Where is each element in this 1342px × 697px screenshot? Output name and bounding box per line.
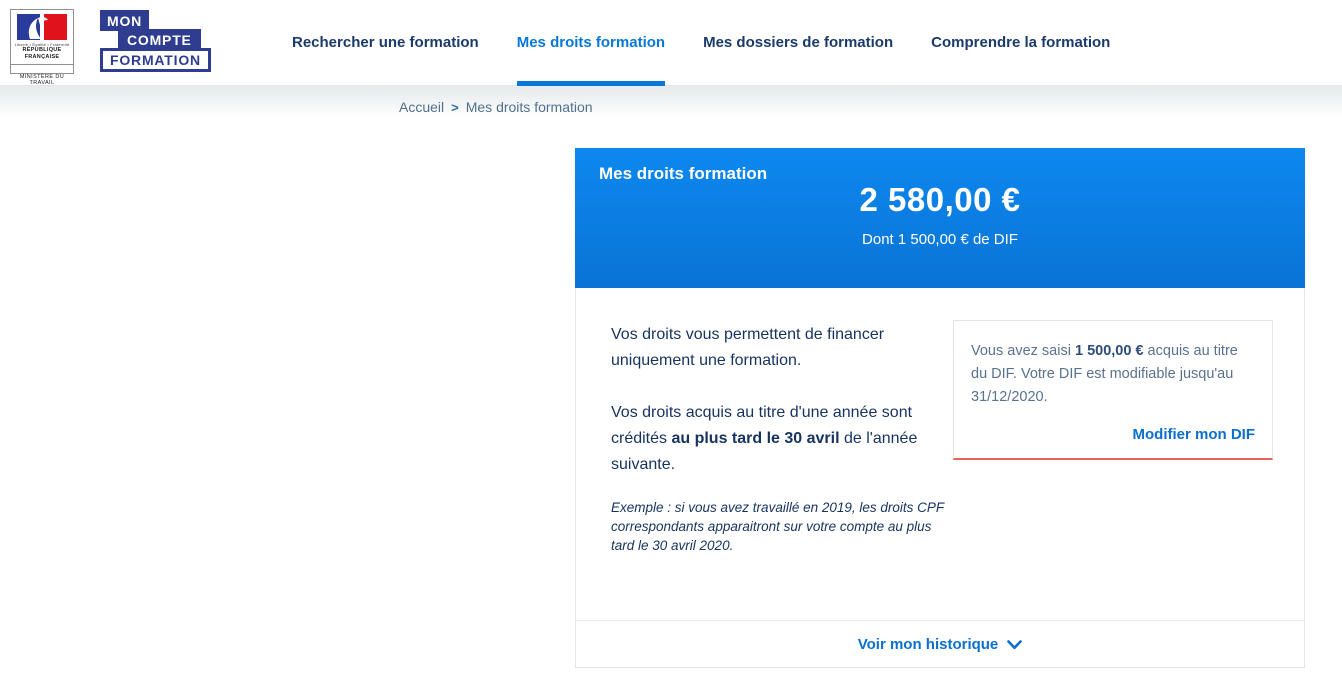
logo-line-mon: MON — [100, 10, 149, 31]
main-navigation — [292, 0, 1110, 85]
nav-item-comprendre-la-formation[interactable]: Comprendre la formation — [931, 34, 1111, 51]
rights-example-text: Exemple : si vous avez travaillé en 2019, les droits CPF correspondants apparaitront sur votre compte au plus tard le 30 avril 2020. — [611, 500, 944, 553]
rights-paragraph-2: Vos droits acquis au titre d'une année sont crédités au plus tard le 30 avril de l'année suivante. — [611, 404, 918, 473]
header-shadow — [0, 86, 1342, 118]
breadcrumb — [399, 99, 593, 115]
rights-paragraph-1: Vos droits vous permettent de financer uniquement une formation. — [611, 326, 885, 369]
breadcrumb-current: Mes droits formation — [465, 99, 593, 115]
nav-item-mes-droits-formation[interactable]: Mes droits formation — [517, 0, 665, 85]
dif-info-box — [953, 320, 1273, 460]
marianne-flag-icon — [16, 14, 68, 41]
rights-amount-detail: Dont 1 500,00 € de DIF — [862, 231, 1018, 248]
site-header — [0, 0, 1342, 86]
nav-item-rechercher-une-formation[interactable]: Rechercher une formation — [292, 34, 479, 51]
rights-amount: 2 580,00 € — [859, 181, 1021, 218]
gov-motto: Liberté • Égalité • Fraternité — [14, 42, 70, 47]
nav-item-mes-dossiers-de-formation[interactable]: Mes dossiers de formation — [703, 34, 894, 51]
government-logo — [10, 9, 74, 86]
chevron-down-icon — [1007, 640, 1022, 650]
mon-compte-formation-logo[interactable] — [100, 10, 240, 72]
logo-line-formation: FORMATION — [100, 48, 211, 72]
breadcrumb-home-link[interactable]: Accueil — [399, 99, 445, 115]
view-history-label: Voir mon historique — [857, 635, 999, 653]
rights-card-title: Mes droits formation — [599, 164, 768, 183]
gov-ministry-label: MINISTÈRE DU TRAVAIL — [11, 64, 73, 86]
rights-card-hero — [575, 148, 1305, 288]
gov-republic-label: RÉPUBLIQUE FRANÇAISE — [22, 47, 62, 60]
breadcrumb-separator-icon: > — [451, 100, 459, 115]
rights-info-column — [611, 322, 945, 555]
view-history-button[interactable] — [575, 620, 1305, 668]
rights-card-body — [575, 288, 1305, 620]
logo-line-compte: COMPTE — [118, 29, 201, 50]
rights-card — [575, 148, 1305, 668]
dif-text: Vous avez saisi 1 500,00 € acquis au titre du DIF. Votre DIF est modifiable jusqu'au 31/12/2020. — [971, 343, 1238, 405]
modify-dif-link[interactable]: Modifier mon DIF — [1132, 426, 1255, 443]
